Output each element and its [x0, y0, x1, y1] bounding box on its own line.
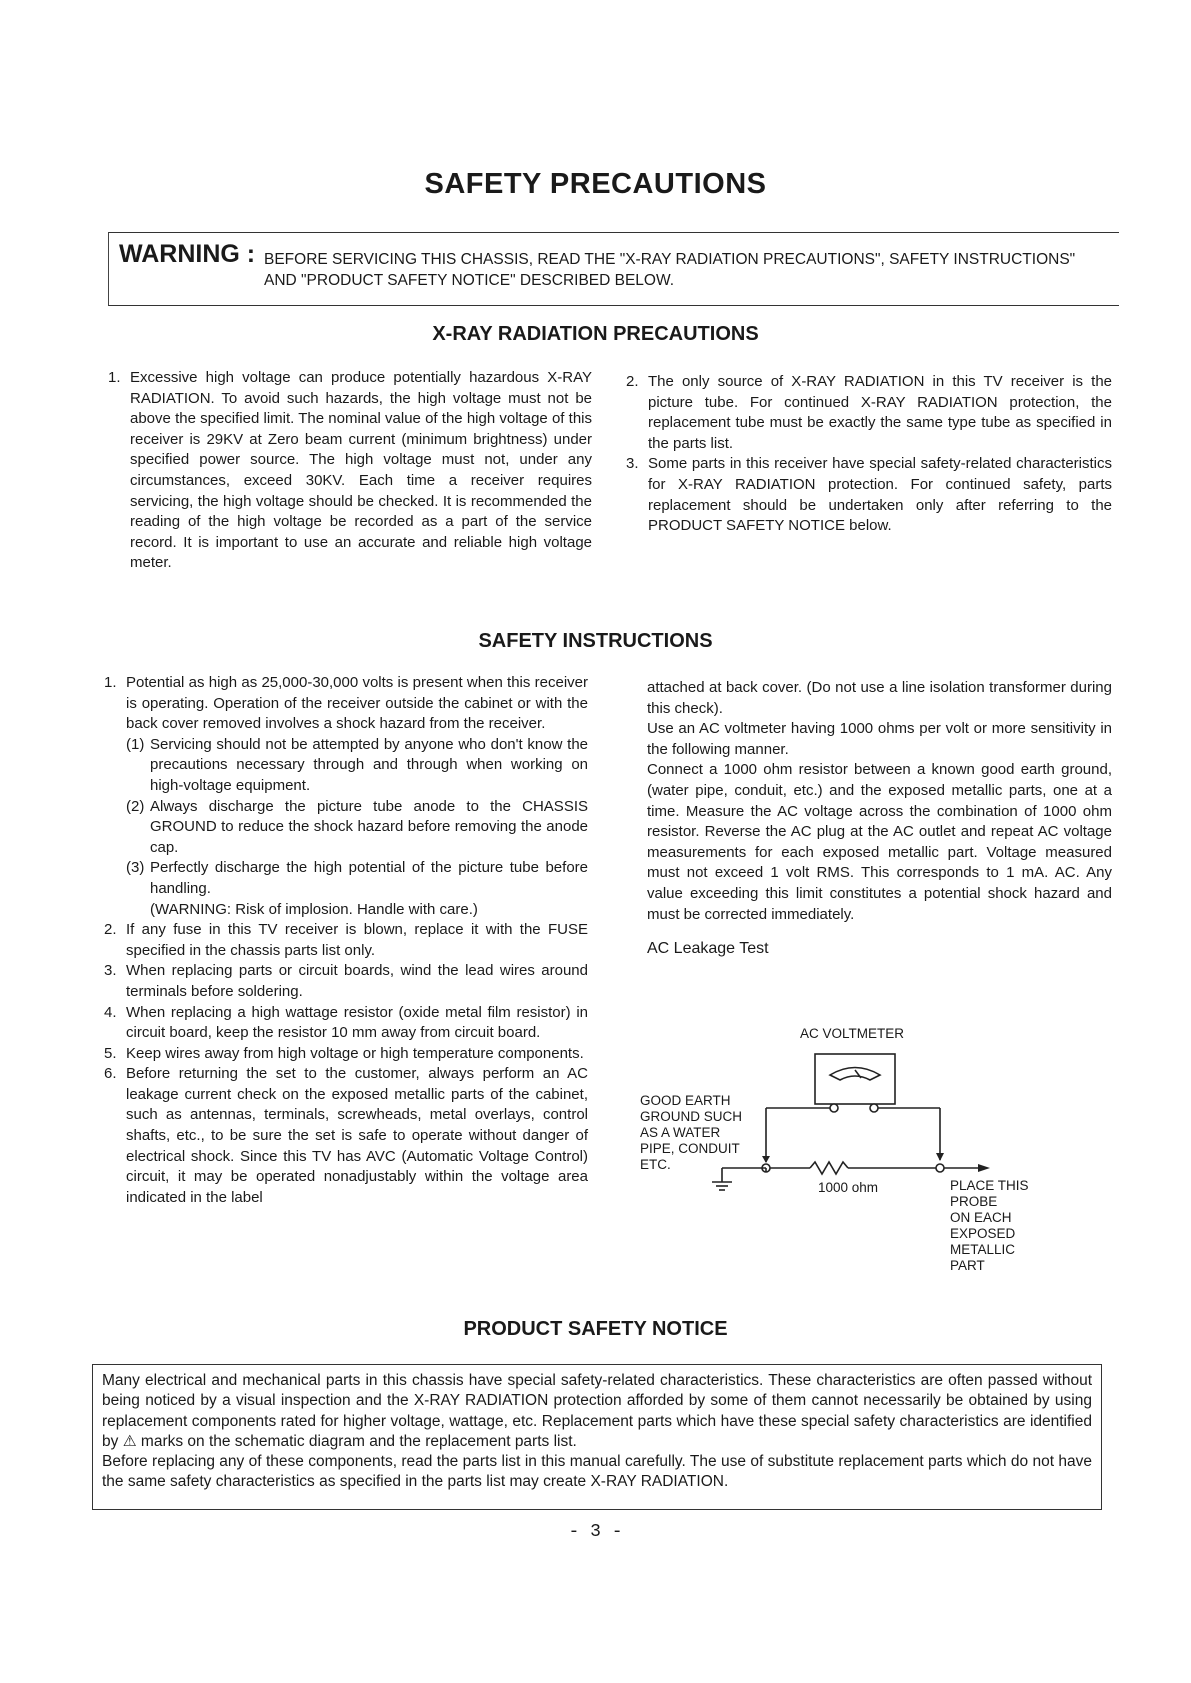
- xray-heading: X-RAY RADIATION PRECAUTIONS: [432, 323, 759, 345]
- item-number: 2.: [104, 921, 117, 939]
- sub-item-number: (1): [126, 735, 145, 753]
- paragraph: Connect a 1000 ohm resistor between a known good earth ground, (water pipe, conduit, etc.) and the exposed metallic parts, one at a time. Measure the AC voltage across the combination of 1000 ohm resistor. Reverse the AC plug at the AC outlet and repeat AC voltage measurements for each exposed metallic part. Voltage measured must not exceed 1 volt RMS. This corresponds to 1 mA. AC. Any value exceeding this limit constitutes a potential shock hazard and must be corrected immediately.: [647, 761, 1112, 923]
- sub-item: [126, 735, 588, 797]
- voltmeter-label: AC VOLTMETER: [800, 1026, 905, 1041]
- ground-label-line: PIPE, CONDUIT: [640, 1141, 740, 1156]
- sub-item-text: Always discharge the picture tube anode to the CHASSIS GROUND to reduce the shock hazard before removing the anode cap.: [150, 797, 588, 856]
- list-item: [104, 920, 588, 961]
- ac-leakage-diagram: [640, 1020, 1040, 1273]
- list-item: [104, 1044, 588, 1065]
- paragraph-text: marks on the schematic diagram and the replacement parts list.: [140, 1432, 577, 1450]
- ground-label-line: AS A WATER: [640, 1125, 721, 1140]
- safety-heading: SAFETY INSTRUCTIONS: [478, 630, 713, 652]
- ac-leakage-title: AC Leakage Test: [647, 940, 769, 958]
- item-text: Before returning the set to the customer, always perform an AC leakage current check on the exposed metallic parts of the cabinet, such as antennas, terminals, screwheads, metal overlays, control shafts, etc., to be sure the set is safe to operate without danger of electrical shock. Since this TV has AVC (Automatic Voltage Control) circuit, it may be operated nonadjustably within the voltage area indicated in the label: [126, 1065, 588, 1206]
- item-number: 2.: [626, 373, 639, 390]
- sub-item: [126, 797, 588, 859]
- item-number: 4.: [104, 1003, 117, 1021]
- ground-label-line: GROUND SUCH: [640, 1109, 743, 1124]
- item-text: Excessive high voltage can produce potentially hazardous X-RAY RADIATION. To avoid such hazards, the high voltage must not be above the specified limit. The nominal value of the high voltage of this receiver is 29KV at Zero beam current (minimum brightness) under specified power source. The high voltage must not, under any circumstances, exceed 30KV. Each time a receiver requires servicing, the high voltage should be checked. It is recommended the reading of the high voltage be recorded as a part of the service record. It is important to use an accurate and reliable high voltage meter.: [130, 369, 592, 572]
- resistor-label: 1000 ohm: [818, 1180, 879, 1195]
- paragraph: [102, 1371, 1092, 1452]
- item-text: When replacing parts or circuit boards, wind the lead wires around terminals before soldering.: [126, 962, 588, 1000]
- probe-label-line: PLACE THIS PROBE: [950, 1178, 1029, 1209]
- warning-line-2: AND "PRODUCT SAFETY NOTICE" DESCRIBED BELOW.: [264, 272, 675, 289]
- item-number: 1.: [108, 369, 121, 386]
- sub-item-text: Perfectly discharge the high potential of the picture tube before handling.: [150, 859, 588, 897]
- paragraph: attached at back cover. (Do not use a line isolation transformer during this check).: [647, 679, 1112, 717]
- product-safety-box: [92, 1364, 1102, 1510]
- paragraph-text: Many electrical and mechanical parts in this chassis have special safety-related characteristics. These characteristics are often passed without being noticed by a visual inspection and the X-RAY RADIATION protection afforded by some of them cannot necessarily be obtained by using replacement components rated for higher voltage, wattage, etc. Replacement parts which have these special safety characteristics are identified by: [102, 1372, 1092, 1450]
- safety-right-column: [647, 678, 1112, 960]
- item-text: The only source of X-RAY RADIATION in this TV receiver is the picture tube. For continued X-RAY RADIATION protection, the replacement tube must be exactly the same type tube as specified in the parts list.: [648, 373, 1112, 452]
- sub-item-number: (2): [126, 797, 145, 815]
- xray-right-column: [626, 372, 1112, 537]
- item-text: If any fuse in this TV receiver is blown, replace it with the FUSE specified in the chassis parts list only.: [126, 921, 588, 959]
- ground-label-line: ETC.: [640, 1157, 671, 1172]
- item-number: 3.: [104, 962, 117, 980]
- page-title: SAFETY PRECAUTIONS: [424, 168, 767, 200]
- warning-box: [108, 232, 1119, 306]
- probe-label-line: ON EACH EXPOSED: [950, 1210, 1016, 1241]
- list-item: [104, 673, 588, 920]
- safety-left-column: [104, 673, 588, 1208]
- sub-item-number: (3): [126, 859, 145, 877]
- voltmeter-icon: [815, 1054, 895, 1104]
- probe-label: [950, 1178, 1040, 1274]
- item-text: Potential as high as 25,000-30,000 volts is present when this receiver is operating. Operation of the receiver outside the cabinet or with the back cover removed involves a shock hazard from the receiver.: [126, 674, 588, 733]
- sub-item-text: Servicing should not be attempted by anyone who don't know the precautions necessary through and through when working on high-voltage equipment.: [150, 735, 588, 794]
- item-text: When replacing a high wattage resistor (oxide metal film resistor) in circuit board, keep the resistor 10 mm away from circuit board.: [126, 1003, 588, 1042]
- implosion-warning: (WARNING: Risk of implosion. Handle with care.): [150, 900, 478, 918]
- page-number: - 3 -: [568, 1522, 623, 1542]
- warning-label: WARNING :: [119, 240, 256, 268]
- warning-triangle-icon: ⚠: [122, 1432, 137, 1450]
- item-number: 5.: [104, 1044, 117, 1062]
- item-number: 3.: [626, 455, 639, 473]
- list-item: [108, 368, 592, 574]
- ground-label-line: GOOD EARTH: [640, 1093, 731, 1108]
- list-item: [104, 1003, 588, 1044]
- list-item: [104, 961, 588, 1002]
- probe-label-line: METALLIC PART: [950, 1242, 1016, 1273]
- item-text: Some parts in this receiver have special safety-related characteristics for X-RAY RADIATION protection. For continued safety, parts replacement should be undertaken only after referring to the PRODUCT SAFETY NOTICE below.: [648, 455, 1112, 535]
- item-text: Keep wires away from high voltage or high temperature components.: [126, 1044, 584, 1062]
- list-item: [104, 1064, 588, 1208]
- product-safety-text: [102, 1371, 1092, 1493]
- product-safety-heading: PRODUCT SAFETY NOTICE: [463, 1318, 728, 1340]
- paragraph: Use an AC voltmeter having 1000 ohms per volt or more sensitivity in the following manner.: [647, 720, 1112, 758]
- warning-text: [264, 249, 1114, 291]
- list-item: [626, 454, 1112, 536]
- sub-item: [126, 858, 588, 899]
- list-item: [626, 372, 1112, 454]
- warning-line-1: BEFORE SERVICING THIS CHASSIS, READ THE "X-RAY RADIATION PRECAUTIONS", SAFETY INSTRUCTIONS": [264, 251, 1076, 268]
- item-number: 6.: [104, 1065, 117, 1083]
- xray-left-column: [108, 368, 592, 574]
- paragraph: Before replacing any of these components, read the parts list in this manual carefully. The use of substitute replacement parts which do not have the same safety characteristics as specified in the parts list may create X-RAY RADIATION.: [102, 1453, 1092, 1491]
- item-number: 1.: [104, 674, 117, 691]
- ground-label: [640, 1093, 742, 1173]
